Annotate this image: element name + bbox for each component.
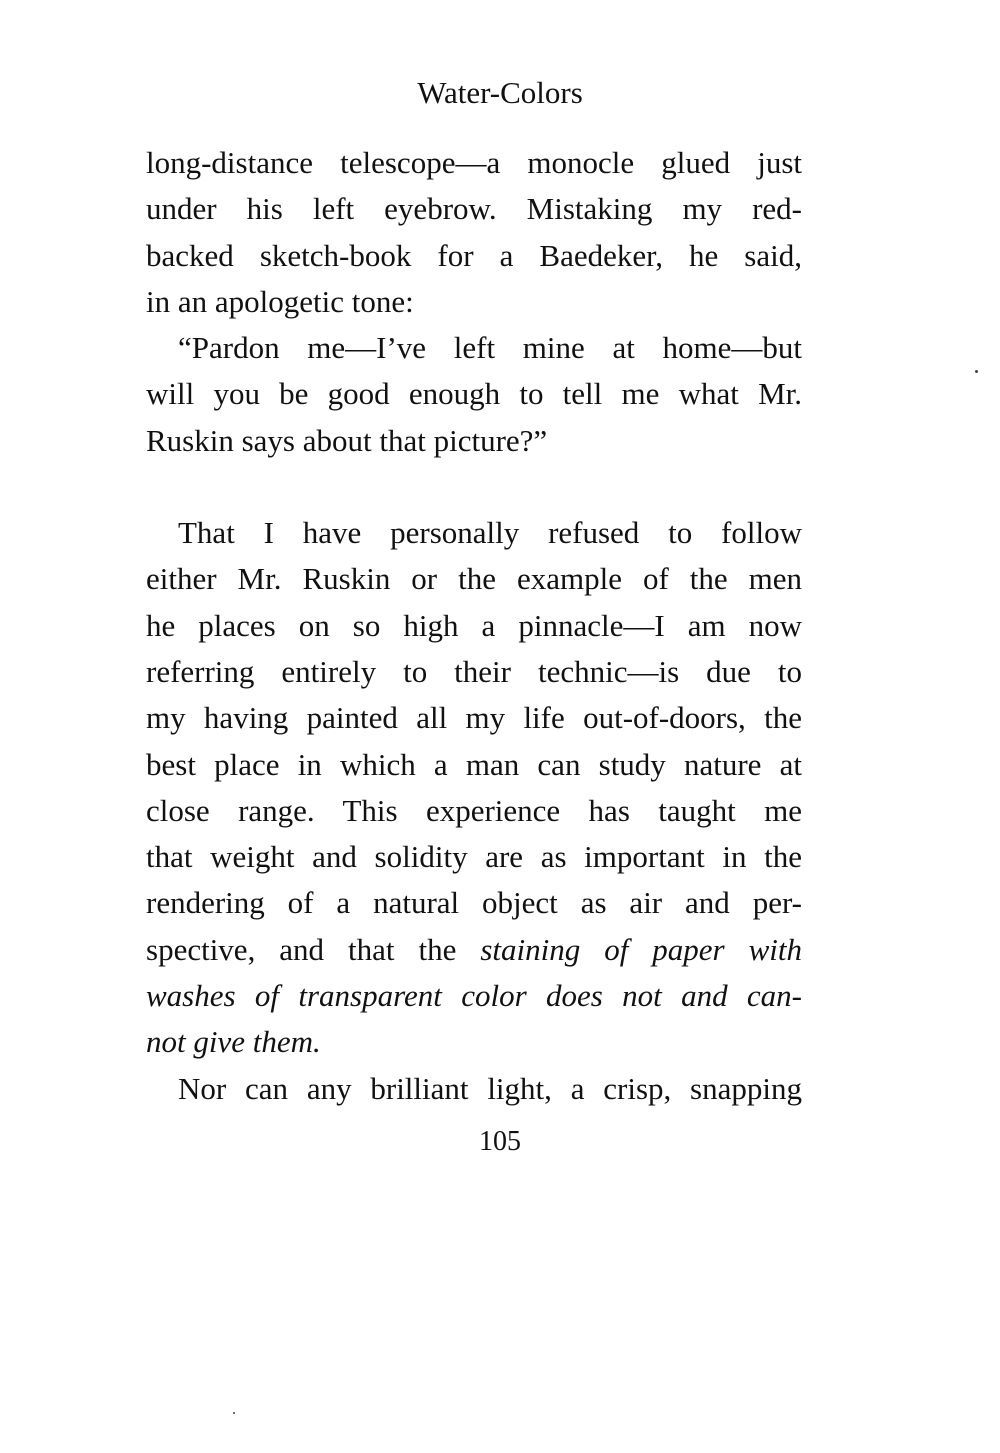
- scan-speck: [233, 1412, 235, 1414]
- text-line: rendering of a natural object as air and per-: [146, 885, 802, 921]
- italic-run: not give them.: [146, 1024, 321, 1060]
- running-head: Water-Colors: [417, 75, 583, 110]
- text-line: Nor can any brilliant light, a crisp, snapping: [178, 1070, 802, 1106]
- text-line: That I have personally refused to follow: [178, 515, 802, 551]
- text-run: spective, and that the: [146, 931, 481, 967]
- text-line: long-distance telescope—a monocle glued just: [146, 145, 802, 180]
- text-line: my having painted all my life out-of-doors, the: [146, 700, 802, 736]
- text-line-mixed: [146, 927, 802, 973]
- text-line: “Pardon me—I’ve left mine at home—but: [178, 330, 802, 366]
- paragraph-3: [146, 510, 802, 1066]
- text-line: close range. This experience has taught me: [146, 792, 802, 828]
- text-line: in an apologetic tone:: [146, 283, 414, 319]
- italic-run: staining of paper with: [480, 931, 802, 967]
- text-line: under his left eyebrow. Mistaking my red-: [146, 191, 802, 227]
- paragraph-1: [146, 140, 802, 325]
- text-line: either Mr. Ruskin or the example of the men: [146, 561, 802, 597]
- italic-run: washes of transparent color does not and can-: [146, 978, 802, 1014]
- body-text: [146, 140, 802, 1112]
- text-line: that weight and solidity are as important in the: [146, 839, 802, 875]
- paragraph-4: [146, 1066, 802, 1112]
- text-line: [146, 973, 802, 1019]
- text-line: backed sketch-book for a Baedeker, he said,: [146, 237, 802, 273]
- text-line: best place in which a man can study nature at: [146, 746, 802, 782]
- text-line: Ruskin says about that picture?”: [146, 422, 548, 458]
- text-line: referring entirely to their technic—is due to: [146, 653, 802, 689]
- text-line: will you be good enough to tell me what Mr.: [146, 376, 802, 412]
- section-gap: [146, 464, 802, 510]
- page-number: 105: [479, 1126, 521, 1157]
- text-line: he places on so high a pinnacle—I am now: [146, 607, 802, 643]
- scan-speck: [975, 370, 978, 373]
- paragraph-2: [146, 325, 802, 464]
- text-line: [146, 1019, 802, 1065]
